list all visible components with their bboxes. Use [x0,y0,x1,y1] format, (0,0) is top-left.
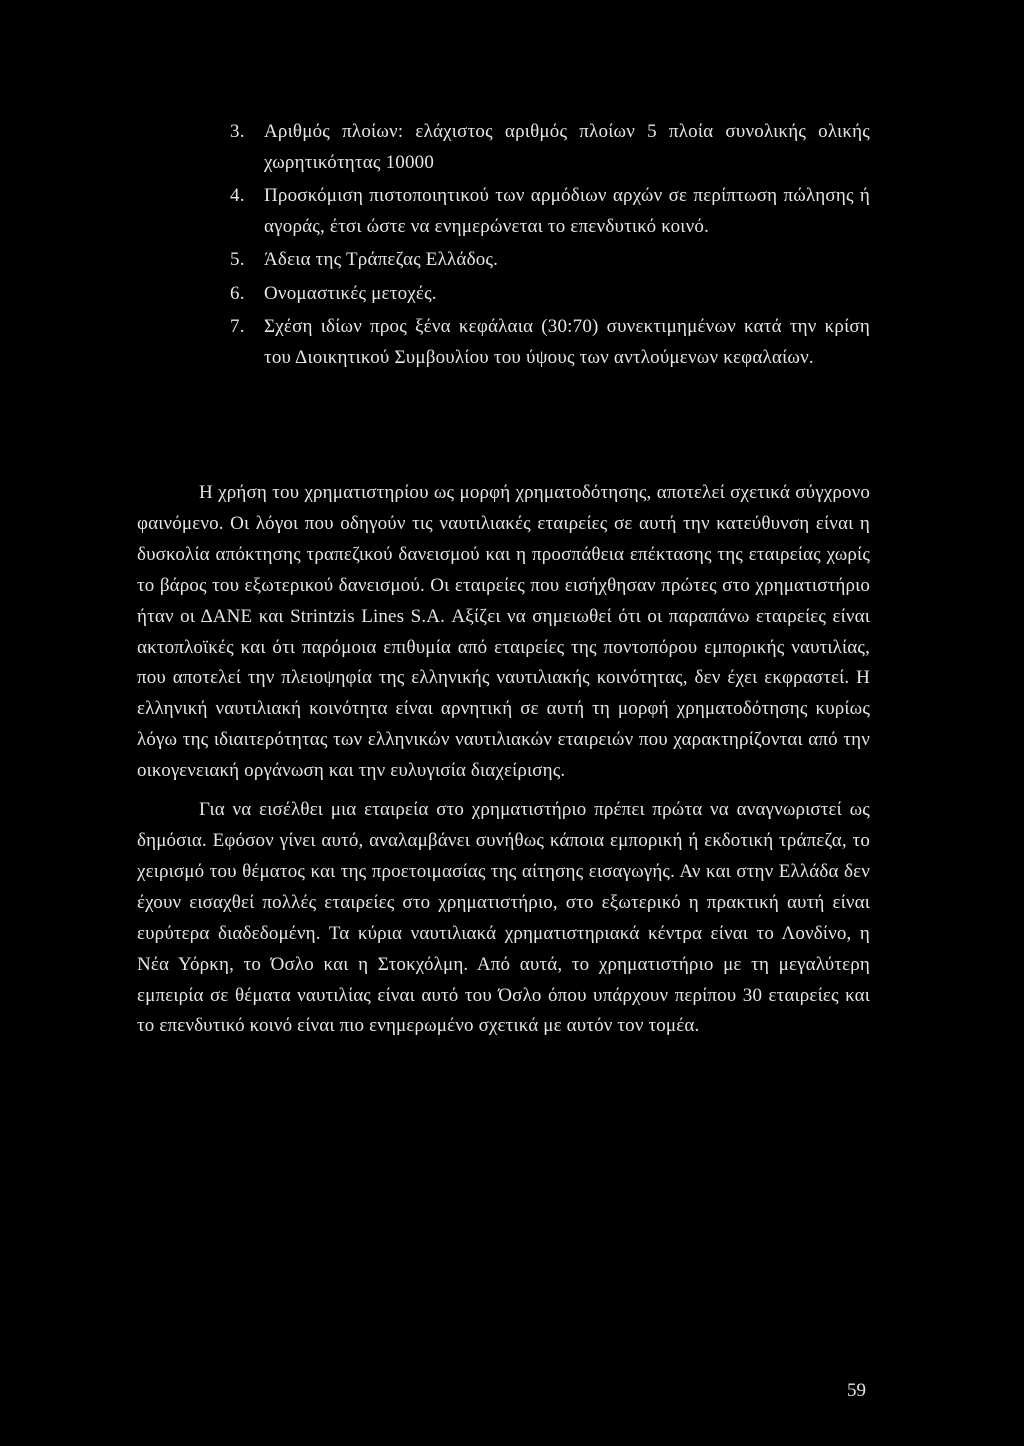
list-item [230,245,870,276]
list-item [230,117,870,178]
paragraph: Η χρήση του χρηματιστηρίου ως μορφή χρηματοδότησης, αποτελεί σχετικά σύγχρονο φαινόμενο. Οι λόγοι που οδηγούν τις ναυτιλιακές εταιρείες σε αυτή την κατεύθυνση είναι η δυσκολία απόκτησης τραπεζικού δανεισμού και η προσπάθεια επέκτασης της εταιρείας χωρίς το βάρος του εξωτερικού δανεισμού. Οι εταιρείες που εισήχθησαν πρώτες στο χρηματιστήριο ήταν οι ΔΑΝΕ και Strintzis Lines S.A. Αξίζει να σημειωθεί ότι οι παραπάνω εταιρείες είναι ακτοπλοϊκές και ότι παρόμοια επιθυμία από εταιρείες της ποντοπόρου εμπορικής ναυτιλίας, που αποτελεί την πλειοψηφία της ελληνικής ναυτιλιακής κοινότητας, δεν έχει εκφραστεί. Η ελληνική ναυτιλιακή κοινότητα είναι αρνητική σε αυτή τη μορφή χρηματοδότησης κυρίως λόγω της ιδιαιτερότητας των ελληνικών ναυτιλιακών εταιρειών που χαρακτηρίζονται από την οικογενειακή οργάνωση και την ευλυγισία διαχείρισης. [137,482,870,782]
list-item-number: 7. [230,316,245,337]
list-item-number: 3. [230,121,245,142]
page-number: 59 [847,1380,866,1401]
list-item-text: Αριθμός πλοίων: ελάχιστος αριθμός πλοίων 5 πλοία συνολικής ολικής χωρητικότητας 10000 [264,121,870,173]
body-text [137,478,870,1050]
list-item-text: Ονομαστικές μετοχές. [264,282,437,304]
list-item [230,312,870,373]
list-item-text: Άδεια της Τράπεζας Ελλάδος. [264,249,499,270]
list-item-number: 6. [230,282,245,304]
paragraph: Για να εισέλθει μια εταιρεία στο χρηματιστήριο πρέπει πρώτα να αναγνωριστεί ως δημόσια. Εφόσον γίνει αυτό, αναλαμβάνει συνήθως κάποια εμπορική ή εκδοτική τράπεζα, το χειρισμό του θέματος και της προετοιμασίας της αίτησης εισαγωγής. Αν και στην Ελλάδα δεν έχουν εισαχθεί πολλές εταιρείες στο χρηματιστήριο, στο εξωτερικό η πρακτική αυτή είναι ευρύτερα διαδεδομένη. Τα κύρια ναυτιλιακά χρηματιστηριακά κέντρα είναι το Λονδίνο, η Νέα Υόρκη, το Όσλο και η Στοκχόλμη. Από αυτά, το χρηματιστήριο με τη μεγαλύτερη εμπειρία σε θέματα ναυτιλίας είναι αυτό του Όσλο όπου υπάρχουν περίπου 30 εταιρείες και το επενδυτικό κοινό είναι πιο ενημερωμένο σχετικά με αυτόν τον τομέα. [137,799,870,1037]
list-item-text: Σχέση ιδίων προς ξένα κεφάλαια (30:70) συνεκτιμημένων κατά την κρίση του Διοικητικού Συμβουλίου του ύψους των αντλούμενων κεφαλαίων. [264,316,870,368]
list-item-text: Προσκόμιση πιστοποιητικού των αρμόδιων αρχών σε περίπτωση πώλησης ή αγοράς, έτσι ώστε να ενημερώνεται το επενδυτικό κοινό. [264,185,870,237]
list-item [230,279,870,310]
list-item-number: 4. [230,185,245,206]
list-item-number: 5. [230,249,245,270]
requirements-list [230,117,870,376]
list-item [230,181,870,242]
